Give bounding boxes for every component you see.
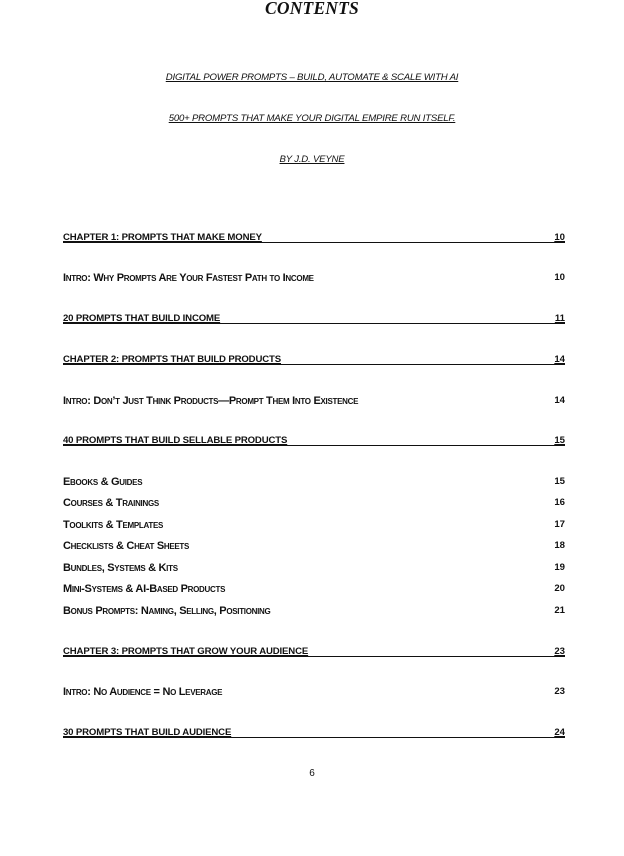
toc-row-page: 18 — [554, 540, 565, 551]
toc-row-page: 11 — [554, 313, 565, 324]
toc-row[interactable] — [63, 518, 565, 532]
toc-row-page: 14 — [554, 354, 565, 365]
toc-row[interactable] — [63, 726, 565, 740]
toc-row-label: Toolkits & Templates — [63, 519, 164, 531]
toc-row-label: Bundles, Systems & Kits — [63, 562, 178, 574]
toc-row-page: 23 — [554, 646, 565, 657]
toc-row[interactable] — [63, 475, 565, 489]
page-number: 6 — [309, 768, 315, 779]
toc-row[interactable] — [63, 496, 565, 510]
toc-row[interactable] — [63, 582, 565, 596]
toc-row[interactable] — [63, 539, 565, 553]
toc-row[interactable] — [63, 271, 565, 285]
toc-row[interactable] — [63, 353, 565, 367]
toc-row-label: CHAPTER 1: PROMPTS THAT MAKE MONEY — [63, 232, 262, 243]
toc-row-page: 10 — [554, 232, 565, 243]
toc-row-page: 20 — [554, 583, 565, 594]
toc-row-label: Ebooks & Guides — [63, 476, 143, 488]
toc-row-page: 16 — [554, 497, 565, 508]
toc-row-label: Checklists & Cheat Sheets — [63, 540, 190, 552]
toc-row-label: Bonus Prompts: Naming, Selling, Positioning — [63, 605, 271, 617]
toc-row-label: CHAPTER 3: PROMPTS THAT GROW YOUR AUDIENCE — [63, 646, 309, 657]
toc-row-page: 14 — [554, 395, 565, 406]
book-title-line[interactable]: DIGITAL POWER PROMPTS – BUILD, AUTOMATE & SCALE WITH AI — [165, 72, 459, 83]
toc-row-page: 23 — [554, 686, 565, 697]
toc-row[interactable] — [63, 231, 565, 245]
toc-row-label: Intro: No Audience = No Leverage — [63, 686, 223, 698]
toc-row-label: Mini-Systems & AI-Based Products — [63, 583, 226, 595]
toc-row[interactable] — [63, 645, 565, 659]
toc-row-label: Intro: Why Prompts Are Your Fastest Path to Income — [63, 272, 314, 284]
page-title: CONTENTS — [265, 0, 359, 18]
book-author-line[interactable]: BY J.D. VEYNE — [279, 154, 345, 165]
toc-row-page: 24 — [554, 727, 565, 738]
toc-row-page: 21 — [554, 605, 565, 616]
toc-row-label: CHAPTER 2: PROMPTS THAT BUILD PRODUCTS — [63, 354, 281, 365]
toc-row-page: 15 — [554, 435, 565, 446]
toc-row-page: 17 — [554, 519, 565, 530]
toc-row[interactable] — [63, 561, 565, 575]
book-subtitle-line[interactable]: 500+ PROMPTS THAT MAKE YOUR DIGITAL EMPIRE RUN ITSELF. — [168, 113, 456, 124]
toc-row-label: 40 PROMPTS THAT BUILD SELLABLE PRODUCTS — [63, 435, 288, 446]
toc-row[interactable] — [63, 394, 565, 408]
toc-row-page: 15 — [554, 476, 565, 487]
toc-row-page: 19 — [554, 562, 565, 573]
toc-row[interactable] — [63, 312, 565, 326]
toc-row[interactable] — [63, 685, 565, 699]
toc-row[interactable] — [63, 604, 565, 618]
toc-row-label: 20 PROMPTS THAT BUILD INCOME — [63, 313, 221, 324]
toc-row-label: Courses & Trainings — [63, 497, 159, 509]
toc-row-page: 10 — [554, 272, 565, 283]
toc-row-label: 30 PROMPTS THAT BUILD AUDIENCE — [63, 727, 232, 738]
toc-row-label: Intro: Don’t Just Think Products—Prompt Them Into Existence — [63, 395, 359, 407]
toc-row[interactable] — [63, 434, 565, 448]
